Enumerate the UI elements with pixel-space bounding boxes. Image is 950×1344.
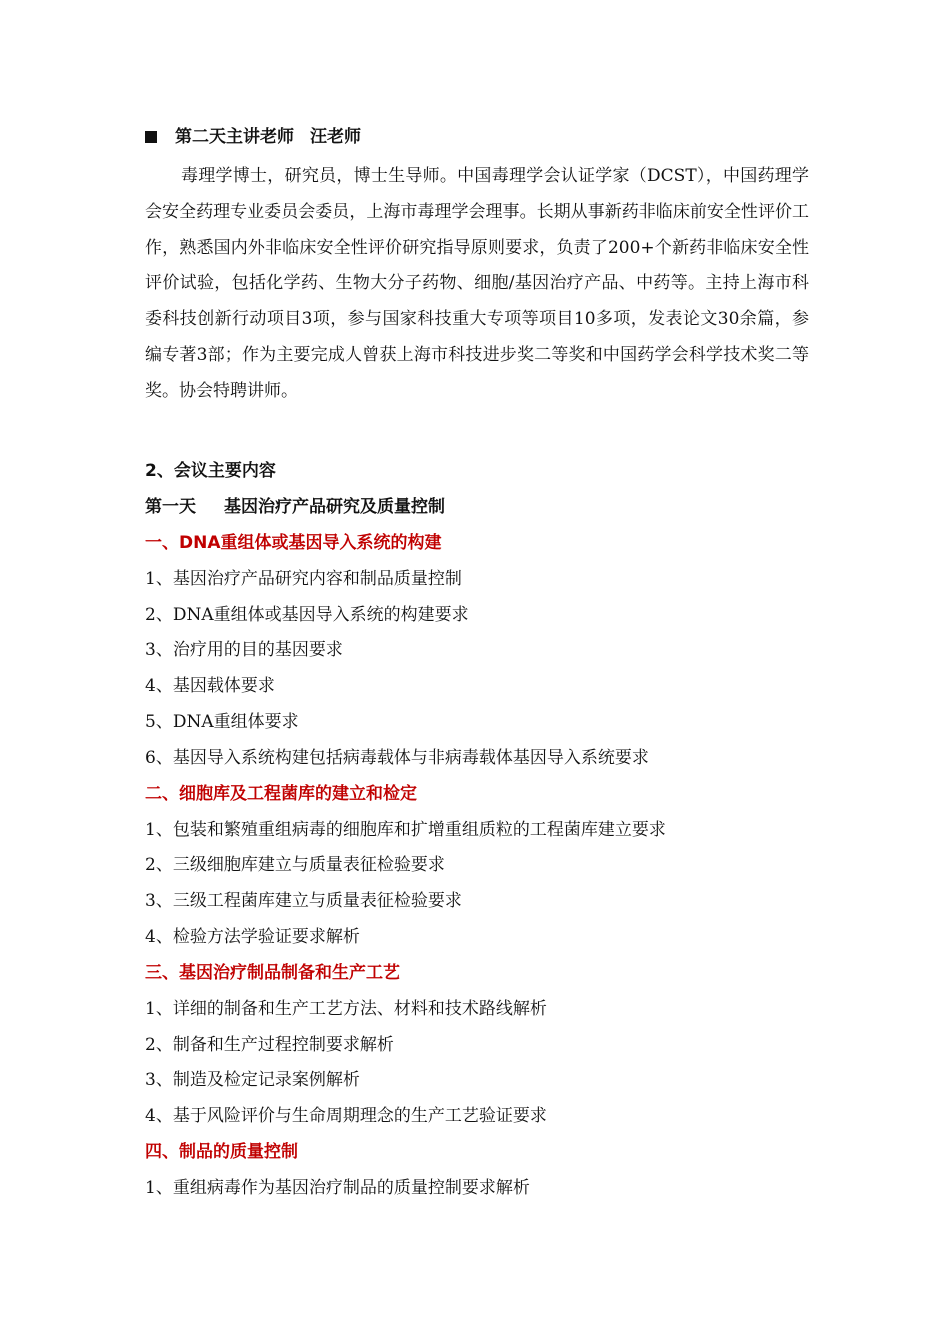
list-item: 3、三级工程菌库建立与质量表征检验要求 bbox=[145, 891, 462, 911]
section-title: 三、基因治疗制品制备和生产工艺 bbox=[145, 963, 400, 983]
list-item: 3、治疗用的目的基因要求 bbox=[145, 640, 343, 660]
day-heading bbox=[145, 494, 445, 520]
meeting-title: 会议主要内容 bbox=[173, 461, 276, 481]
section-title: 二、细胞库及工程菌库的建立和检定 bbox=[145, 784, 417, 804]
list-item: 1、包装和繁殖重组病毒的细胞库和扩增重组质粒的工程菌库建立要求 bbox=[145, 820, 666, 840]
meeting-content-heading bbox=[145, 458, 276, 484]
list-item: 1、基因治疗产品研究内容和制品质量控制 bbox=[145, 569, 462, 589]
list-item: 4、检验方法学验证要求解析 bbox=[145, 927, 360, 947]
meeting-number: 2、 bbox=[145, 461, 174, 481]
section-title: 四、制品的质量控制 bbox=[145, 1142, 298, 1162]
list-item: 6、基因导入系统构建包括病毒载体与非病毒载体基因导入系统要求 bbox=[145, 748, 649, 768]
list-item: 2、三级细胞库建立与质量表征检验要求 bbox=[145, 855, 445, 875]
list-item: 5、DNA重组体要求 bbox=[145, 712, 299, 732]
list-item: 2、制备和生产过程控制要求解析 bbox=[145, 1035, 394, 1055]
list-item: 4、基于风险评价与生命周期理念的生产工艺验证要求 bbox=[145, 1106, 547, 1126]
section-title: 一、DNA重组体或基因导入系统的构建 bbox=[145, 533, 442, 553]
list-item: 1、详细的制备和生产工艺方法、材料和技术路线解析 bbox=[145, 999, 547, 1019]
teacher-heading-label: 第二天主讲老师 bbox=[175, 127, 294, 147]
list-item: 4、基因载体要求 bbox=[145, 676, 275, 696]
teacher-bio: 毒理学博士，研究员，博士生导师。中国毒理学会认证学家（DCST），中国药理学会安全药理专业委员会委员，上海市毒理学会理事。长期从事新药非临床前安全性评价工作，熟悉国内外非临床安全性评价研究指导原则要求，负责了200+个新药非临床安全性评价试验，包括化学药、生物大分子药物、细胞/基因治疗产品、中药等。主持上海市科委科技创新行动项目3项，参与国家科技重大专项等项目10多项，发表论文30余篇，参编专著3部；作为主要完成人曾获上海市科技进步奖二等奖和中国药学会科学技术奖二等奖。协会特聘讲师。 bbox=[145, 166, 809, 401]
teacher-heading bbox=[145, 124, 361, 150]
day-title: 基因治疗产品研究及质量控制 bbox=[224, 497, 445, 517]
list-item: 2、DNA重组体或基因导入系统的构建要求 bbox=[145, 605, 469, 625]
day-label: 第一天 bbox=[145, 497, 196, 517]
square-bullet-icon bbox=[145, 131, 157, 143]
list-item: 3、制造及检定记录案例解析 bbox=[145, 1070, 360, 1090]
teacher-name: 汪老师 bbox=[310, 127, 361, 147]
list-item: 1、重组病毒作为基因治疗制品的质量控制要求解析 bbox=[145, 1178, 530, 1198]
